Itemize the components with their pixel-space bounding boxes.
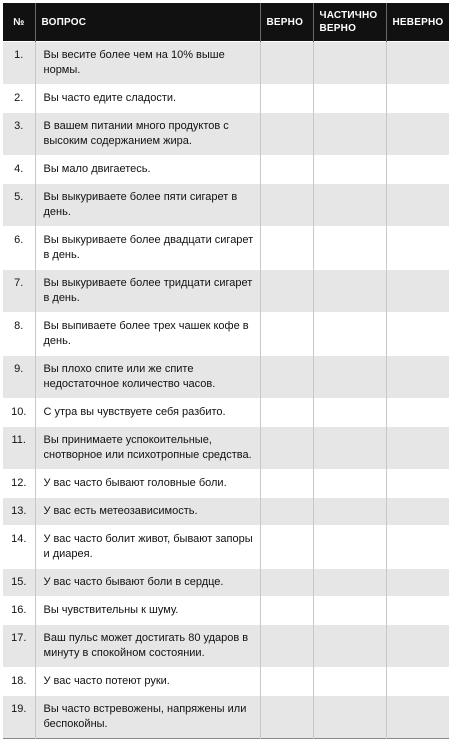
- table-row: [3, 625, 449, 668]
- row-number: 10.: [3, 399, 35, 427]
- answer-true-cell[interactable]: [260, 270, 313, 313]
- answer-true-cell[interactable]: [260, 313, 313, 356]
- answer-true-cell[interactable]: [260, 427, 313, 470]
- row-number: 16.: [3, 597, 35, 625]
- answer-partly-cell[interactable]: [313, 427, 386, 470]
- answer-partly-cell[interactable]: [313, 498, 386, 526]
- table-row: [3, 113, 449, 156]
- answer-partly-cell[interactable]: [313, 399, 386, 427]
- answer-false-cell[interactable]: [386, 184, 449, 227]
- answer-false-cell[interactable]: [386, 42, 449, 85]
- answer-false-cell[interactable]: [386, 156, 449, 184]
- header-true: ВЕРНО: [260, 3, 313, 42]
- row-question: У вас есть метеозависимость.: [35, 498, 260, 526]
- table-body: [3, 42, 449, 739]
- header-num: №: [3, 3, 35, 42]
- row-question: Вы выкуриваете более тридцати сигарет в день.: [35, 270, 260, 313]
- row-question: Вы выкуриваете более двадцати сигарет в день.: [35, 227, 260, 270]
- table-row: [3, 227, 449, 270]
- answer-false-cell[interactable]: [386, 569, 449, 597]
- row-number: 18.: [3, 668, 35, 696]
- row-number: 12.: [3, 470, 35, 498]
- table-row: [3, 356, 449, 399]
- row-question: Вы плохо спите или же спите недостаточное количество часов.: [35, 356, 260, 399]
- row-number: 7.: [3, 270, 35, 313]
- answer-true-cell[interactable]: [260, 668, 313, 696]
- answer-true-cell[interactable]: [260, 399, 313, 427]
- row-question: Ваш пульс может достигать 80 ударов в минуту в спокойном состоянии.: [35, 625, 260, 668]
- header-false: НЕВЕРНО: [386, 3, 449, 42]
- table-row: [3, 597, 449, 625]
- answer-partly-cell[interactable]: [313, 696, 386, 739]
- answer-false-cell[interactable]: [386, 526, 449, 569]
- answer-true-cell[interactable]: [260, 113, 313, 156]
- row-question: Вы выпиваете более трех чашек кофе в день.: [35, 313, 260, 356]
- row-question: У вас часто бывают боли в сердце.: [35, 569, 260, 597]
- row-question: С утра вы чувствуете себя разбито.: [35, 399, 260, 427]
- answer-false-cell[interactable]: [386, 427, 449, 470]
- answer-true-cell[interactable]: [260, 625, 313, 668]
- answer-false-cell[interactable]: [386, 625, 449, 668]
- answer-partly-cell[interactable]: [313, 85, 386, 113]
- answer-true-cell[interactable]: [260, 85, 313, 113]
- answer-true-cell[interactable]: [260, 356, 313, 399]
- answer-false-cell[interactable]: [386, 399, 449, 427]
- answer-true-cell[interactable]: [260, 498, 313, 526]
- table-row: [3, 427, 449, 470]
- row-question: Вы чувствительны к шуму.: [35, 597, 260, 625]
- row-number: 11.: [3, 427, 35, 470]
- answer-true-cell[interactable]: [260, 42, 313, 85]
- answer-partly-cell[interactable]: [313, 313, 386, 356]
- answer-partly-cell[interactable]: [313, 356, 386, 399]
- answer-partly-cell[interactable]: [313, 597, 386, 625]
- row-number: 2.: [3, 85, 35, 113]
- answer-true-cell[interactable]: [260, 227, 313, 270]
- row-number: 6.: [3, 227, 35, 270]
- table-row: [3, 270, 449, 313]
- questionnaire-table: [3, 3, 449, 739]
- answer-partly-cell[interactable]: [313, 156, 386, 184]
- table-row: [3, 498, 449, 526]
- header-partly: ЧАСТИЧНО ВЕРНО: [313, 3, 386, 42]
- answer-partly-cell[interactable]: [313, 668, 386, 696]
- answer-true-cell[interactable]: [260, 696, 313, 739]
- answer-true-cell[interactable]: [260, 569, 313, 597]
- header-question: ВОПРОС: [35, 3, 260, 42]
- row-number: 1.: [3, 42, 35, 85]
- row-question: Вы выкуриваете более пяти сигарет в день.: [35, 184, 260, 227]
- answer-true-cell[interactable]: [260, 184, 313, 227]
- table-row: [3, 313, 449, 356]
- answer-true-cell[interactable]: [260, 470, 313, 498]
- row-question: У вас часто бывают головные боли.: [35, 470, 260, 498]
- answer-false-cell[interactable]: [386, 313, 449, 356]
- row-number: 17.: [3, 625, 35, 668]
- answer-false-cell[interactable]: [386, 696, 449, 739]
- table-row: [3, 42, 449, 85]
- row-question: Вы часто едите сладости.: [35, 85, 260, 113]
- answer-false-cell[interactable]: [386, 498, 449, 526]
- row-question: Вы мало двигаетесь.: [35, 156, 260, 184]
- table-row: [3, 470, 449, 498]
- table-row: [3, 569, 449, 597]
- answer-false-cell[interactable]: [386, 85, 449, 113]
- row-number: 14.: [3, 526, 35, 569]
- answer-false-cell[interactable]: [386, 470, 449, 498]
- answer-partly-cell[interactable]: [313, 113, 386, 156]
- answer-partly-cell[interactable]: [313, 227, 386, 270]
- table-row: [3, 526, 449, 569]
- row-question: Вы весите более чем на 10% выше нормы.: [35, 42, 260, 85]
- row-number: 4.: [3, 156, 35, 184]
- answer-partly-cell[interactable]: [313, 42, 386, 85]
- row-question: У вас часто потеют руки.: [35, 668, 260, 696]
- row-question: Вы принимаете успокоительные, снотворное или психотропные средства.: [35, 427, 260, 470]
- row-number: 5.: [3, 184, 35, 227]
- answer-partly-cell[interactable]: [313, 184, 386, 227]
- answer-partly-cell[interactable]: [313, 270, 386, 313]
- answer-false-cell[interactable]: [386, 113, 449, 156]
- row-number: 15.: [3, 569, 35, 597]
- table-row: [3, 184, 449, 227]
- row-question: У вас часто болит живот, бывают запоры и диарея.: [35, 526, 260, 569]
- table-row: [3, 85, 449, 113]
- table-row: [3, 668, 449, 696]
- answer-true-cell[interactable]: [260, 156, 313, 184]
- answer-false-cell[interactable]: [386, 356, 449, 399]
- answer-partly-cell[interactable]: [313, 569, 386, 597]
- row-number: 8.: [3, 313, 35, 356]
- answer-false-cell[interactable]: [386, 597, 449, 625]
- table-row: [3, 156, 449, 184]
- answer-false-cell[interactable]: [386, 227, 449, 270]
- answer-false-cell[interactable]: [386, 270, 449, 313]
- row-number: 3.: [3, 113, 35, 156]
- row-number: 9.: [3, 356, 35, 399]
- row-question: Вы часто встревожены, напряжены или беспокойны.: [35, 696, 260, 739]
- answer-true-cell[interactable]: [260, 526, 313, 569]
- questionnaire: [3, 3, 449, 739]
- answer-partly-cell[interactable]: [313, 625, 386, 668]
- table-row: [3, 399, 449, 427]
- answer-partly-cell[interactable]: [313, 470, 386, 498]
- answer-true-cell[interactable]: [260, 597, 313, 625]
- table-row: [3, 696, 449, 739]
- table-header: [3, 3, 449, 42]
- row-number: 19.: [3, 696, 35, 739]
- row-number: 13.: [3, 498, 35, 526]
- answer-partly-cell[interactable]: [313, 526, 386, 569]
- row-question: В вашем питании много продуктов с высоким содержанием жира.: [35, 113, 260, 156]
- answer-false-cell[interactable]: [386, 668, 449, 696]
